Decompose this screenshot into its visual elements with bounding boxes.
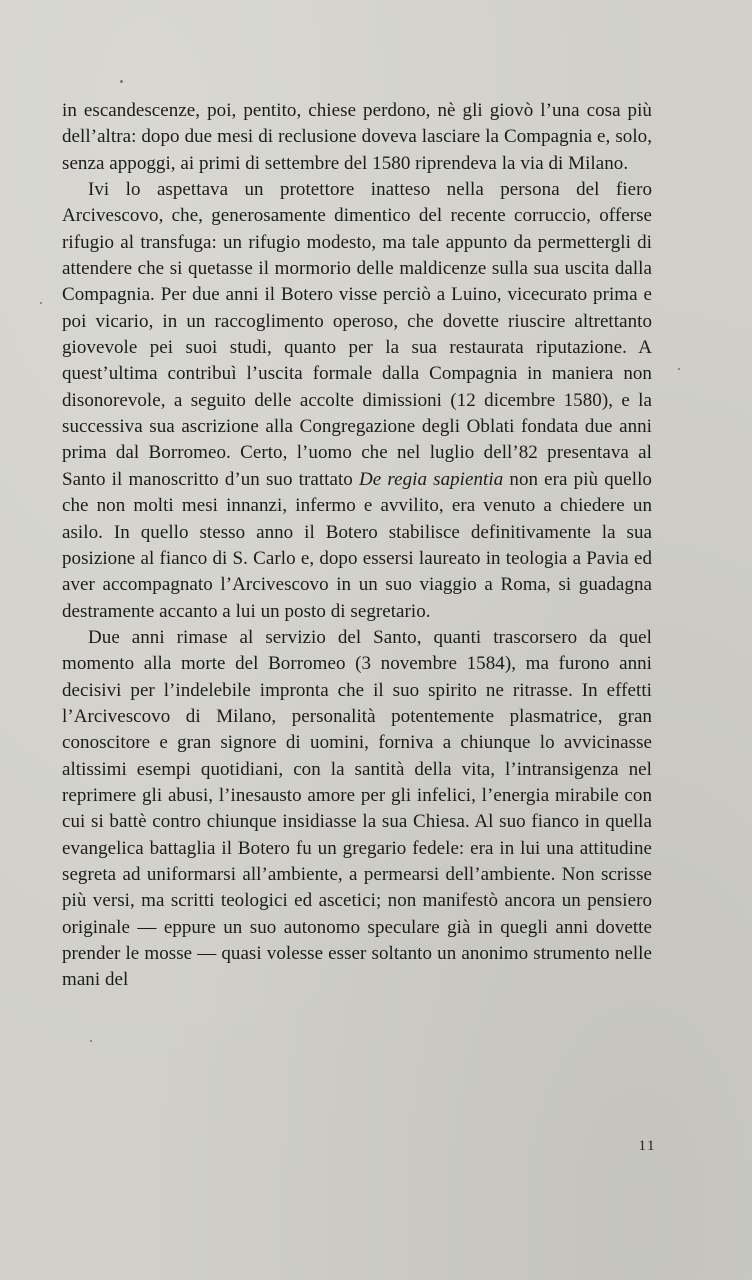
page-number: 11 <box>638 1138 656 1154</box>
paper-speck <box>90 1040 92 1042</box>
paragraph-1 <box>62 98 652 177</box>
body-text <box>62 98 652 994</box>
book-title-italic: De regia sapientia <box>358 468 504 490</box>
paper-speck <box>40 302 42 304</box>
paper-speck <box>678 368 680 370</box>
paragraph-2-text-b: non era più quello che non molti mesi innanzi, infermo e avvilito, era venuto a chiedere un asilo. In quello stesso anno il Botero stabilisce definitivamente la sua posizione al fianco di S. Carlo e, dopo essersi laureato in teologia a Pavia ed aver accompagnato l’Arcivescovo in un suo viaggio a Roma, si guadagna destramente accanto a lui un posto di segretario. <box>62 468 652 622</box>
paragraph-3-text: Due anni rimase al servizio del Santo, quanti trascorsero da quel momento alla morte del Borromeo (3 novembre 1584), ma furono anni decisivi per l’indelebile impronta che il suo spirito ne ritrasse. In effetti l’Arcivescovo di Milano, personalità potentemente plasmatrice, gran conoscitore e gran signore di uomini, forniva a chiunque lo avvicinasse altissimi esempi quotidiani, con la santità della vita, l’intransigenza nel reprimere gli abusi, l’inesausto amore per gli infelici, l’energia mirabile con cui si battè contro chiunque insidiasse la sua Chiesa. Al suo fianco in quella evangelica battaglia il Botero fu un gregario fedele: era in lui una attitudine segreta ad uniformarsi all’ambiente, a permearsi dell’ambiente. Non scrisse più versi, ma scritti teologici ed ascetici; non manifestò ancora un pensiero originale — eppure un suo autonomo speculare già in quegli anni dovette prender le mosse — quasi volesse esser soltanto un anonimo strumento nelle mani del <box>62 626 652 991</box>
paragraph-1-text: in escandescenze, poi, pentito, chiese perdono, nè gli giovò l’una cosa più dell’altra: dopo due mesi di reclusione doveva lasciare la Compagnia e, solo, senza appoggi, ai primi di settembre del 1580 riprendeva la via di Milano. <box>62 100 652 174</box>
paper-speck <box>120 80 123 83</box>
paragraph-3 <box>62 625 652 994</box>
paragraph-2-text-a: Ivi lo aspettava un protettore inatteso nella persona del fiero Arcivescovo, che, generosamente dimentico del recente corruccio, offerse rifugio al transfuga: un rifugio modesto, ma tale appunto da permettergli di attendere che si quetasse il mormorio delle maldicenze sulla sua uscita dalla Compagnia. Per due anni il Botero visse perciò a Luino, vicecurato prima e poi vicario, in un raccoglimento operoso, che dovette riuscire altrettanto giovevole pei suoi studi, quanto per la sua restaurata riputazione. A quest’ultima contribuì l’uscita formale dalla Compagnia in maniera non disonorevole, a seguito delle accolte dimissioni (12 dicembre 1580), e la successiva sua ascrizione alla Congregazione degli Oblati fondata due anni prima dal Borromeo. Certo, l’uomo che nel luglio dell’82 presentava al Santo il manoscritto d’un suo trattato <box>62 179 652 490</box>
paragraph-2 <box>62 177 652 625</box>
